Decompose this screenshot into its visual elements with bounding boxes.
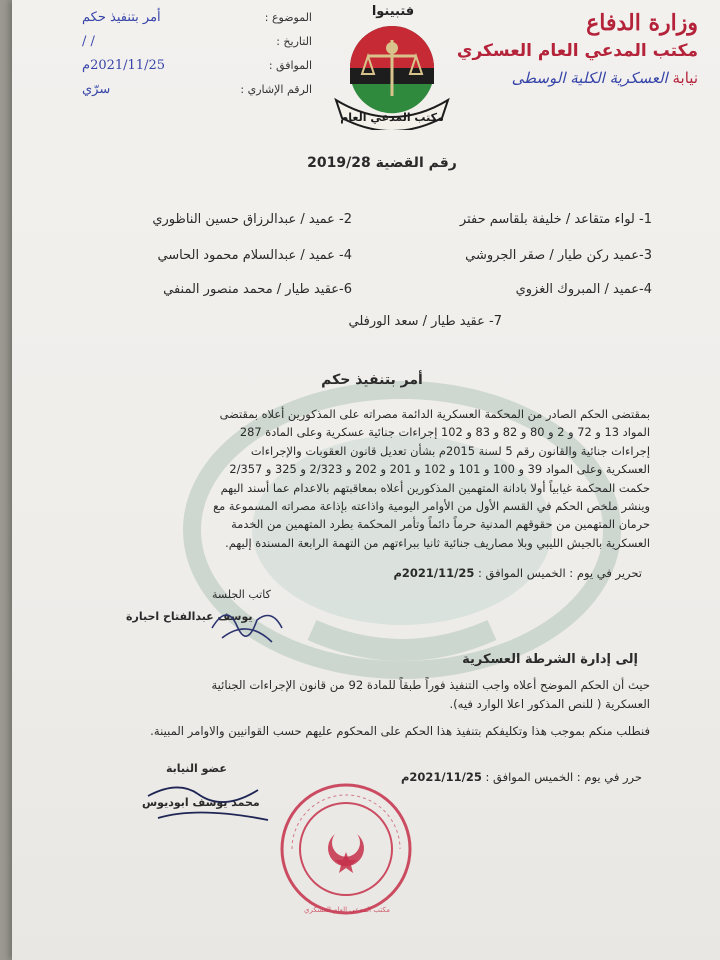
case-number: رقم القضية 2019/28 [307, 155, 457, 171]
written-date: 2021/11/25م [393, 566, 475, 580]
written-line [393, 566, 642, 580]
office-title: مكتب المدعي العام العسكري [456, 41, 698, 61]
judgment-paragraph [76, 405, 650, 552]
request-paragraph [76, 722, 650, 741]
corresponding-row [82, 54, 312, 78]
request-line: فنطلب منكم بموجب هذا وتكليفكم بتنفيذ هذا الحكم على المحكوم عليهم حسب القوانيين والاوامر [187, 724, 650, 738]
defendant-4b: 4-عميد / المبروك الغزوي [515, 282, 652, 297]
logo-ribbon-text: مكتب المدعي العام [340, 111, 444, 124]
ref-value: سرّي [82, 82, 111, 97]
defendant-1: 1- لواء متقاعد / خليفة بلقاسم حفتر [459, 212, 652, 227]
prosecution-label: نيابة [672, 69, 698, 87]
clerk-signature [202, 598, 292, 648]
prosecution-written-line [401, 770, 642, 784]
execution-line: العسكرية ( للنص المذكور اعلا الوارد فيه). [449, 697, 650, 711]
prosecution-row [448, 64, 698, 92]
member-title: عضو النيابة [166, 762, 227, 775]
judgment-line: بمقتضى الحكم الصادر من المحكمة العسكرية الدائمة مصراته على المذكورين أعلاه بمقتضى [219, 407, 650, 421]
header-right [448, 8, 698, 92]
clerk-title: كاتب الجلسة [212, 588, 271, 601]
judgment-line: العسكرية وعلى المواد 39 و 100 و 101 و 102 و 201 و 202 و 2/323 و 325 و 2/357 [229, 462, 650, 477]
stamp-caption: مكتب المدعي العام العسكري [304, 906, 390, 914]
defendant-2: 2- عميد / عبدالرزاق حسين الناظوري [152, 212, 352, 227]
defendant-3: 3-عميد ركن طيار / صقر الجروشي [465, 248, 652, 263]
defendant-4a: 4- عميد / عبدالسلام محمود الحاسي [157, 248, 352, 263]
corresponding-value: 2021/11/25م [82, 58, 165, 73]
date-value: / / [82, 34, 95, 49]
ministry-title: وزارة الدفاع [586, 10, 698, 36]
request-line: المبينة. [150, 724, 185, 738]
prosecution-written-text: حرر في يوم : الخميس الموافق : [485, 770, 642, 784]
ref-label: الرقم الإشاري : [240, 83, 312, 96]
defendant-6: 6-عقيد طيار / محمد منصور المنفي [163, 282, 352, 297]
written-text: تحرير في يوم : الخميس الموافق : [477, 566, 642, 580]
prosecution-handwritten: العسكرية الكلية الوسطى [511, 69, 668, 87]
judgment-line: وينشر ملخص الحكم في القسم الأول من الأوامر اليومية واذاعته بإذاعة مصراته المسموعة مع [213, 499, 650, 514]
subject-row [82, 6, 312, 30]
subject-label: الموضوع : [264, 11, 312, 24]
judgment-line: المواد 13 و 72 و 2 و 80 و 82 و 83 و 102 إجراءات جنائية عسكرية وعلى المادة 287 [239, 425, 650, 440]
header-fields [82, 6, 312, 102]
document-page [12, 0, 720, 960]
to-military-police: إلى إدارة الشرطة العسكرية [462, 652, 638, 667]
member-name: محمد يوسف ابوديوس [142, 796, 260, 809]
execution-line: حيث أن الحكم الموضح أعلاه واجب التنفيذ فوراً طبقاً للمادة 92 من قانون الإجراءات الجنائية [211, 678, 650, 692]
prosecution-written-date: 2021/11/25م [400, 770, 482, 784]
clerk-name: يوسف عبدالفتاح احبارة [126, 610, 253, 623]
logo-motto: فتبينوا [371, 4, 415, 19]
judgment-line: العسكرية بالجيش الليبي وبلا مصاريف جنائية ثانيا ببراءتهم من التهمة الرابعة المسندة إليهم. [225, 535, 650, 550]
ref-row [82, 78, 312, 102]
prosecutor-logo [328, 22, 456, 130]
judgment-line: حرمان المتهمين من حقوقهم المدنية حرماً دائماً وتأمر المحكمة بطرد المتهمين من الخدمة [231, 517, 650, 532]
official-stamp [277, 780, 415, 918]
subject-value: أمر بتنفيذ حكم [82, 10, 161, 25]
date-row [82, 30, 312, 54]
date-label: التاريخ : [276, 35, 312, 48]
corresponding-label: الموافق : [268, 59, 312, 72]
judgment-line: حكمت المحكمة غيابياً أولا بادانة المتهمين المذكورين أعلاه بمعاقبتهم بالاعدام عما أسند اليهم [220, 480, 650, 495]
judgment-line: إجراءات جنائية والقانون رقم 5 لسنة 2015م بشأن تعديل قانون العقوبات والإجراءات [250, 443, 650, 458]
defendant-7: 7- عقيد طيار / سعد الورفلي [348, 314, 502, 329]
order-title: أمر بتنفيذ حكم [321, 372, 423, 388]
execution-paragraph [76, 676, 650, 714]
